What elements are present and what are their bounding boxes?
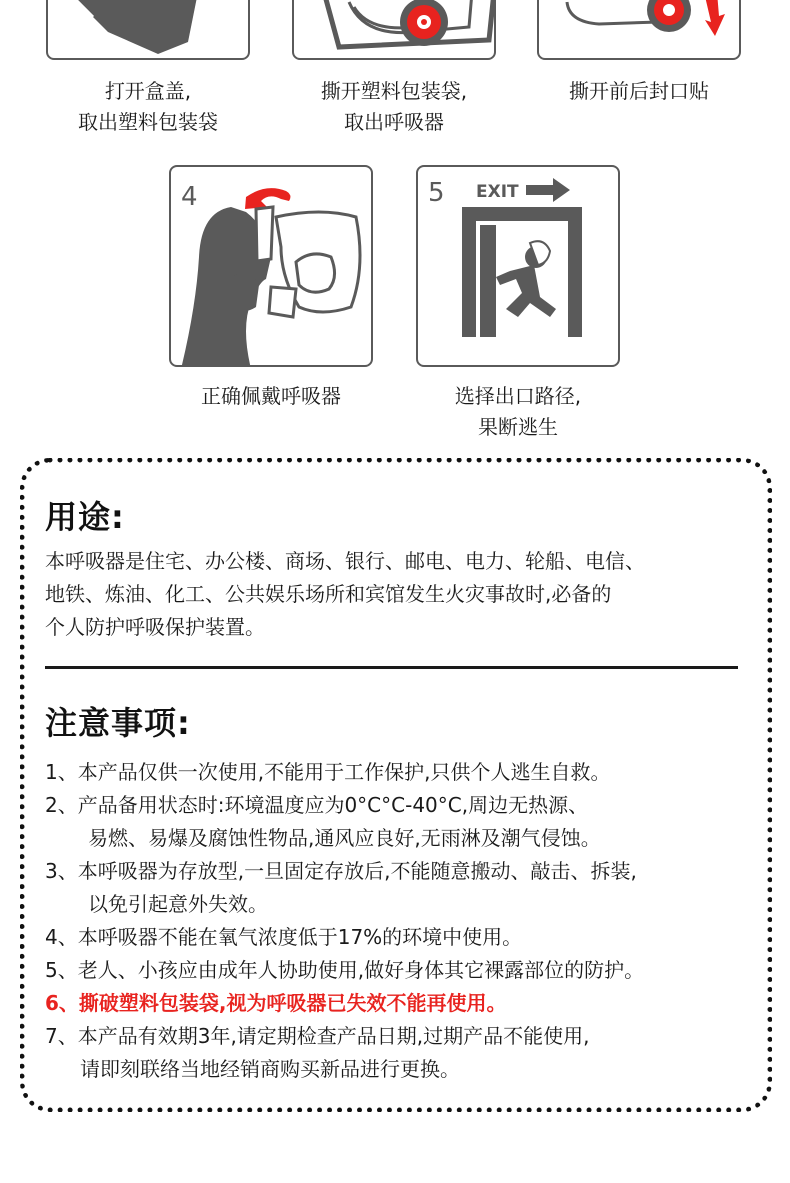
- note-item-3: 3、本呼吸器为存放型,一旦固定存放后,不能随意搬动、敲击、拆装, 以免引起意外失效。: [45, 859, 637, 916]
- note-item-4: 4、本呼吸器不能在氧气浓度低于17%的环境中使用。: [45, 925, 523, 949]
- notes-list: [45, 756, 644, 1086]
- note-item-2: 2、产品备用状态时:环境温度应为0°C°C-40°C,周边无热源、 易燃、易爆及腐蚀性物品,通风应良好,无雨淋及潮气侵蚀。: [45, 793, 601, 850]
- step-4-caption: 正确佩戴呼吸器: [201, 384, 341, 408]
- notes-title: 注意事项:: [45, 704, 191, 742]
- step-2-caption: 撕开塑料包装袋, 取出呼吸器: [320, 79, 468, 134]
- note-item-5: 5、老人、小孩应由成年人协助使用,做好身体其它裸露部位的防护。: [45, 958, 645, 982]
- step-4-panel: [169, 165, 373, 367]
- note-item-6-warning: 6、撕破塑料包装袋,视为呼吸器已失效不能再使用。: [45, 991, 507, 1015]
- step-3-caption: 撕开前后封口贴: [569, 79, 709, 103]
- step-5-number: 5: [428, 178, 445, 208]
- wear-respirator-illustration: [171, 167, 373, 367]
- usage-title: 用途:: [45, 498, 125, 536]
- unwrap-bag-illustration: [294, 0, 496, 60]
- section-divider: [45, 666, 738, 669]
- note-item-1: 1、本产品仅供一次使用,不能用于工作保护,只供个人逃生自救。: [45, 760, 611, 784]
- step-3-panel: [537, 0, 741, 60]
- remove-seal-illustration: [539, 0, 741, 60]
- step-2-panel: [292, 0, 496, 60]
- escape-route-illustration: [418, 167, 620, 367]
- step-1-panel: [46, 0, 250, 60]
- step-5-caption: 选择出口路径, 果断逃生: [454, 384, 582, 439]
- note-item-7: 7、本产品有效期3年,请定期检查产品日期,过期产品不能使用, 请即刻联络当地经销商购买新品进行更换。: [45, 1024, 590, 1081]
- step-1-caption: 打开盒盖, 取出塑料包装袋: [78, 79, 218, 134]
- exit-sign-label: EXIT: [476, 182, 519, 202]
- step-5-panel: [416, 165, 620, 367]
- exit-arrow-icon: [526, 178, 570, 202]
- step-4-number: 4: [181, 182, 198, 212]
- open-box-illustration: [48, 0, 250, 60]
- usage-text: 本呼吸器是住宅、办公楼、商场、银行、邮电、电力、轮船、电信、 地铁、炼油、化工、公共娱乐场所和宾馆发生火灾事故时,必备的 个人防护呼吸保护装置。: [45, 549, 645, 639]
